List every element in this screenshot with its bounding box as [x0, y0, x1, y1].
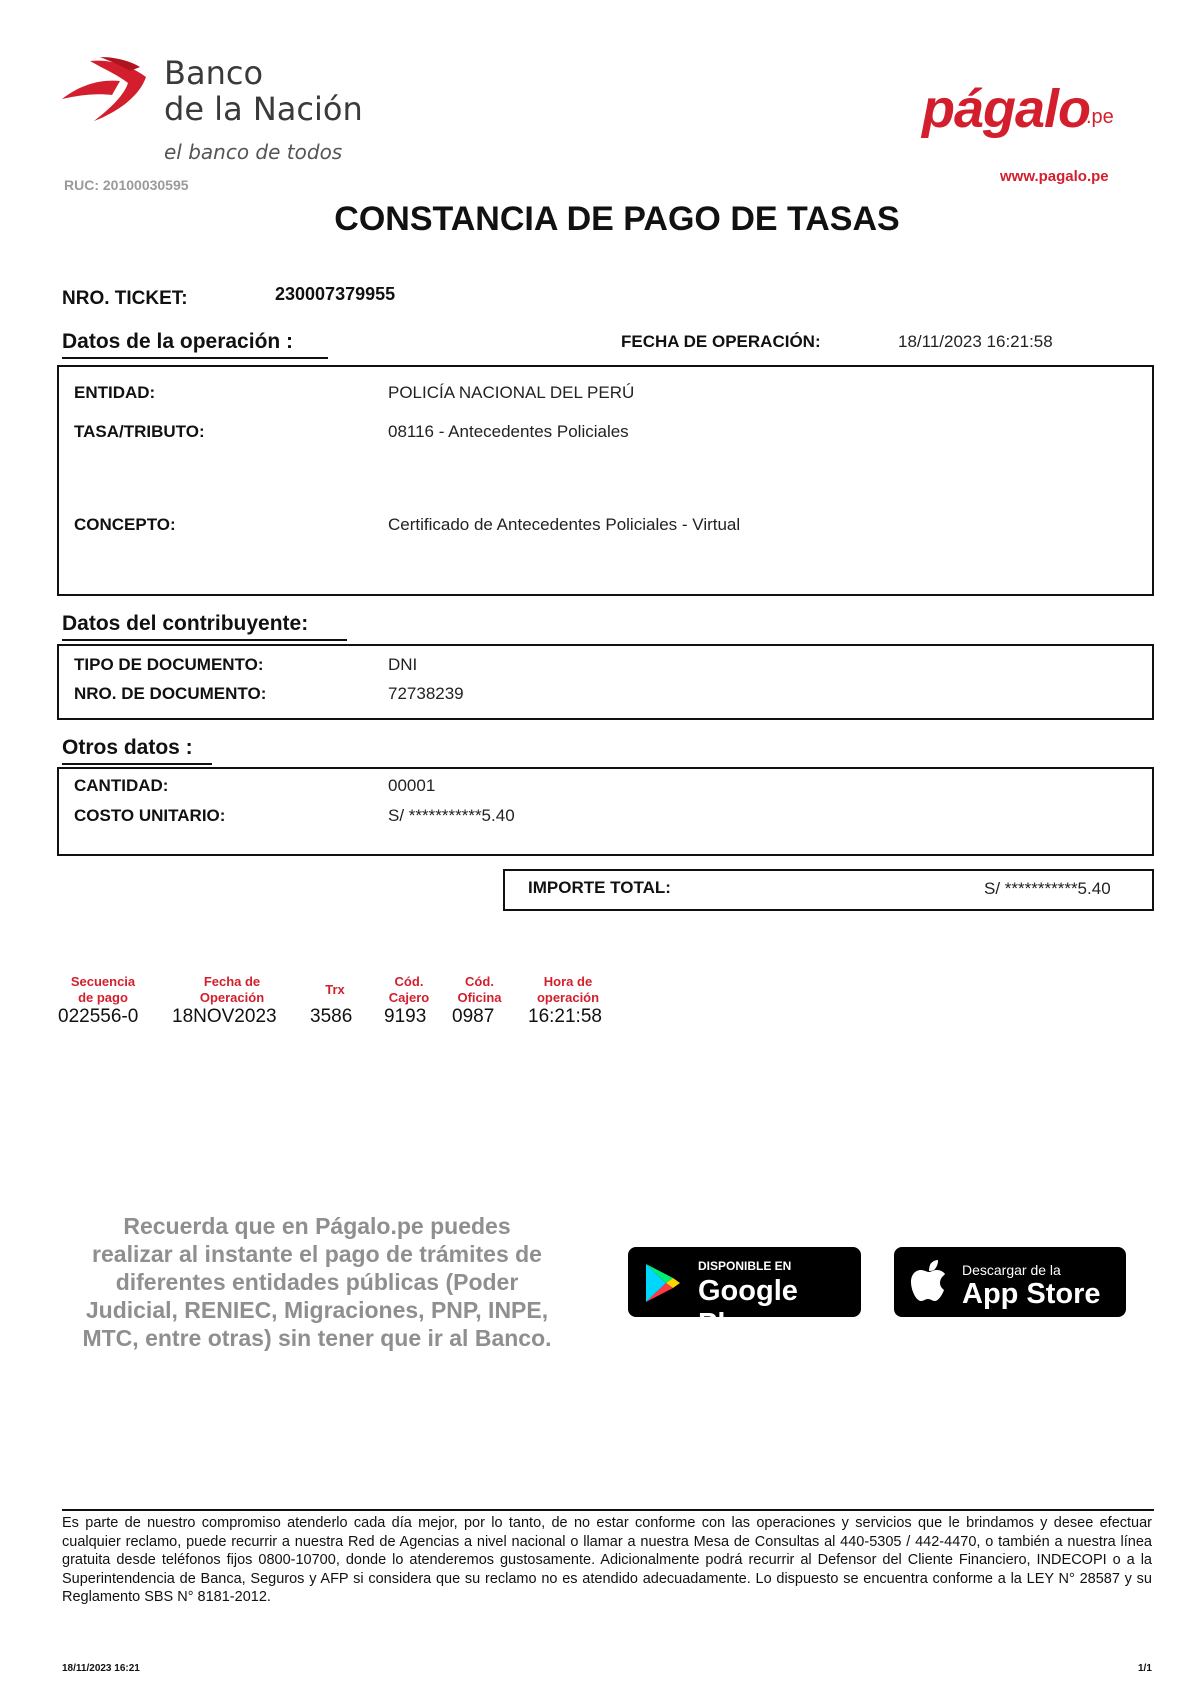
seq-value: 022556-0 [58, 1006, 139, 1027]
bank-name-line1: Banco [164, 54, 264, 92]
apple-icon [910, 1259, 946, 1303]
office-header-1: Cód. [465, 974, 494, 989]
office-header-2: Oficina [457, 990, 502, 1005]
taxpayer-section-underline [62, 639, 347, 641]
promo-line-3: diferentes entidades públicas (Poder [115, 1269, 519, 1295]
total-label: IMPORTE TOTAL: [528, 878, 671, 897]
footer-divider [62, 1509, 1154, 1511]
promo-line-5: MTC, entre otras) sin tener que ir al Banco. [82, 1325, 552, 1351]
date-header-1: Fecha de [203, 974, 261, 989]
promo-line-1: Recuerda que en Págalo.pe puedes [123, 1213, 511, 1239]
seq-header-1: Secuencia [70, 974, 136, 989]
entity-label: ENTIDAD: [74, 383, 156, 402]
google-play-big-text: Google Play [698, 1275, 798, 1340]
google-play-icon [644, 1262, 682, 1304]
doc-number-label: NRO. DE DOCUMENTO: [74, 684, 267, 703]
date-column [172, 974, 292, 1028]
quantity-label: CANTIDAD: [74, 776, 169, 795]
bank-tagline: el banco de todos [164, 140, 343, 164]
time-header-1: Hora de [543, 974, 593, 989]
bank-name [164, 55, 363, 127]
date-value: 18NOV2023 [172, 1006, 277, 1027]
doc-number-value: 72738239 [388, 684, 464, 703]
trx-value: 3586 [310, 1006, 353, 1027]
cashier-value: 9193 [384, 1006, 427, 1027]
tax-value: 08116 - Antecedentes Policiales [388, 422, 629, 441]
cashier-header-1: Cód. [394, 974, 424, 989]
quantity-value: 00001 [388, 776, 436, 795]
operation-date-label: FECHA DE OPERACIÓN: [621, 332, 821, 351]
google-play-button[interactable] [628, 1247, 861, 1340]
operation-date-value: 18/11/2023 16:21:58 [898, 332, 1053, 351]
date-header-2: Operación [199, 990, 265, 1005]
office-value: 0987 [452, 1006, 495, 1027]
app-store-small-text: Descargar de la [962, 1262, 1061, 1278]
time-value: 16:21:58 [528, 1006, 602, 1027]
banco-nacion-logo-icon [60, 55, 155, 125]
footer-disclaimer: Es parte de nuestro compromiso atenderlo cada día mejor, por lo tanto, de no estar conforme con las operaciones y servicios que le brindamos y desee efectuar cualquier reclamo, puede recurrir a nuestra Red de Agencias a nivel nacional o llamar a nuestra Mesa de Consultas al 440-5305 / 442-4470, o también a nuestra línea gratuita desde teléfonos fijos 0800-10700, donde lo atenderemos gustosamente. Adicionalmente podrá recurrir al Defensor del Cliente Financiero, INDECOPI o a la Superintendencia de Banca, Seguros y AFP si considera que su reclamo no es atendido adecuadamente. Lo dispuesto se encuentra conforme a la LEY N° 28587 y su Reglamento SBS N° 8181-2012. [62, 1515, 1152, 1605]
app-store-big-text: App Store [962, 1278, 1101, 1310]
ruc-number: RUC: 20100030595 [64, 177, 189, 193]
concept-label: CONCEPTO: [74, 515, 176, 534]
bank-name-line2: de la Nación [164, 90, 363, 128]
seq-header-2: de pago [78, 990, 128, 1005]
operation-section-title: Datos de la operación : [62, 330, 294, 353]
other-section-underline [62, 763, 212, 765]
ticket-number: 230007379955 [275, 284, 396, 304]
ticket-label: NRO. TICKET: [62, 288, 188, 309]
time-header-2: operación [536, 990, 600, 1005]
pagalo-logo-suffix: .pe [1086, 106, 1114, 128]
app-store-button[interactable] [894, 1247, 1126, 1317]
cashier-column [384, 974, 434, 1028]
other-section-title: Otros datos : [62, 736, 193, 759]
google-play-small-text: DISPONIBLE EN [698, 1259, 792, 1273]
concept-value: Certificado de Antecedentes Policiales - Virtual [388, 515, 741, 534]
operation-section-underline [62, 357, 328, 359]
pagalo-url: www.pagalo.pe [1000, 168, 1109, 185]
unit-cost-label: COSTO UNITARIO: [74, 806, 226, 825]
trx-header: Trx [325, 982, 345, 997]
tax-label: TASA/TRIBUTO: [74, 422, 205, 441]
time-column [528, 974, 608, 1028]
doc-type-label: TIPO DE DOCUMENTO: [74, 655, 264, 674]
pagalo-logo: págalo [922, 79, 1091, 139]
promo-line-2: realizar al instante el pago de trámites de [92, 1241, 542, 1267]
cashier-header-2: Cajero [388, 990, 430, 1005]
footer-print-date: 18/11/2023 16:21 [62, 1663, 140, 1674]
promo-text [62, 1212, 572, 1352]
document-title: CONSTANCIA DE PAGO DE TASAS [334, 200, 900, 238]
taxpayer-section-title: Datos del contribuyente: [62, 612, 309, 635]
entity-value: POLICÍA NACIONAL DEL PERÚ [388, 383, 635, 402]
unit-cost-value: S/ ***********5.40 [388, 806, 515, 825]
seq-column [58, 974, 148, 1028]
promo-line-4: Judicial, RENIEC, Migraciones, PNP, INPE, [85, 1297, 549, 1323]
total-value: S/ ***********5.40 [984, 879, 1111, 898]
footer-page-number: 1/1 [1138, 1663, 1152, 1674]
doc-type-value: DNI [388, 655, 418, 674]
trx-column [310, 974, 360, 1028]
office-column [452, 974, 507, 1028]
